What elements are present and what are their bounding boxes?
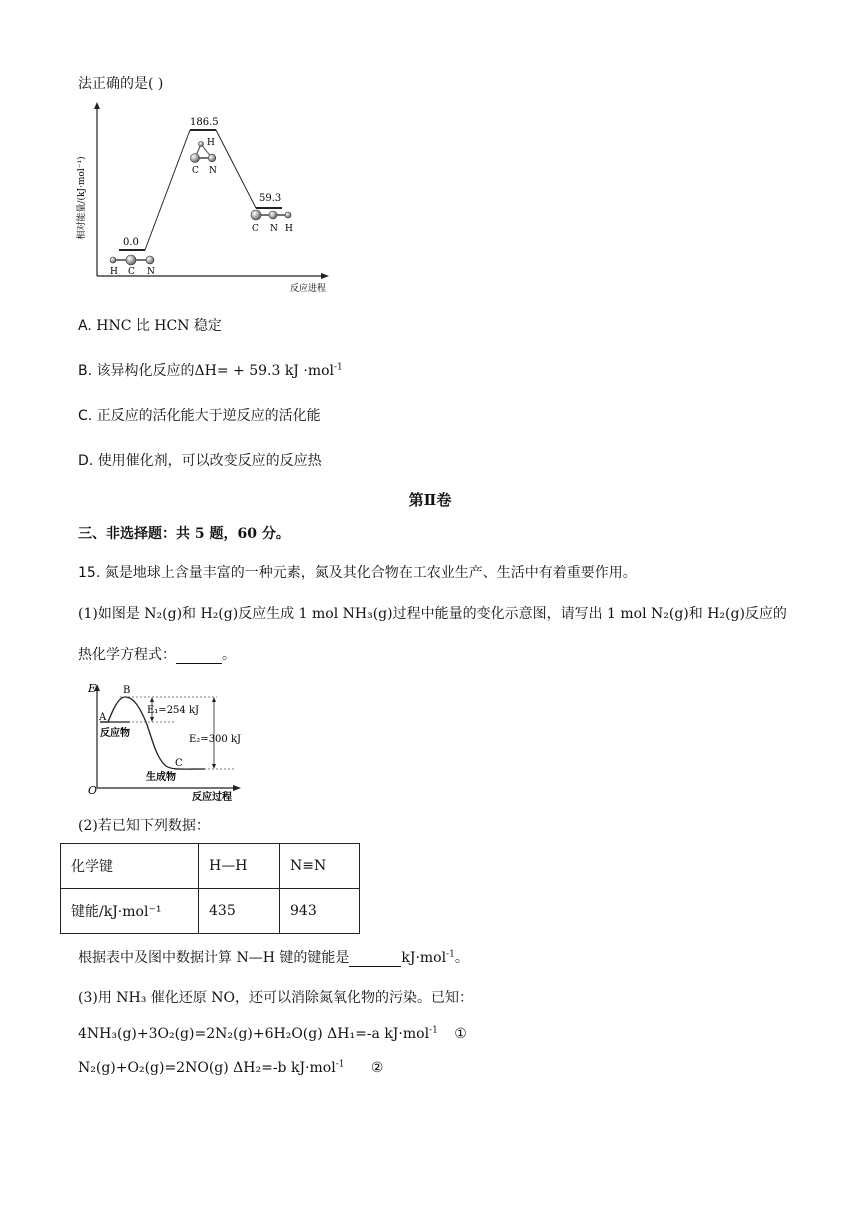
part1-line2 — [78, 646, 236, 664]
question-text: 氮是地球上含量丰富的一种元素，氮及其化合物在工农业生产、生活中有着重要作用。 — [104, 565, 637, 581]
unit: kJ·mol — [401, 950, 447, 966]
level-value-reactant: 0.0 — [123, 237, 139, 248]
option-letter: C. — [78, 408, 93, 424]
section-title: 第Ⅱ卷 — [408, 491, 452, 509]
option-d[interactable] — [78, 452, 322, 470]
atom-label: H — [110, 267, 118, 277]
part2-intro: (2)若已知下列数据： — [78, 818, 210, 834]
point-c-label: C — [175, 758, 183, 769]
x-axis-label: 反应过程 — [192, 792, 232, 803]
equation-tag: ② — [370, 1060, 384, 1076]
option-text: HNC 比 HCN 稳定 — [96, 318, 222, 334]
equation-1 — [78, 1025, 467, 1043]
equation-text: 4NH₃(g)+3O₂(g)=2N₂(g)+6H₂O(g) ΔH₁=-a kJ·mol — [78, 1026, 430, 1042]
atom-label: H — [207, 138, 215, 148]
answer-blank-1[interactable] — [176, 649, 222, 664]
arrow-head-icon — [150, 717, 154, 722]
superscript: -1 — [335, 1059, 345, 1070]
molecule-hcn-icon — [110, 255, 154, 265]
part1-line1: (1)如图是 N₂(g)和 H₂(g)反应生成 1 mol NH₃(g)过程中能量的变化示意图，请写出 1 mol N₂(g)和 H₂(g)反应的 — [78, 606, 787, 622]
option-letter: B. — [78, 363, 93, 379]
e2-label: E₂=300 kJ — [189, 734, 242, 745]
question-number: 15. — [78, 565, 101, 581]
x-axis-arrow-icon — [233, 785, 241, 791]
punctuation: 。 — [454, 950, 469, 966]
option-letter: D. — [78, 453, 94, 469]
section-heading: 三、非选择题：共 5 题，60 分。 — [78, 526, 290, 542]
atom-label: C — [128, 267, 135, 277]
superscript: -1 — [334, 362, 343, 373]
option-b[interactable] — [78, 362, 343, 380]
answer-blank-2[interactable] — [349, 952, 401, 967]
level-value-transition: 186.5 — [190, 117, 219, 128]
arrow-head-icon — [150, 697, 154, 702]
bond-energy-table — [60, 843, 360, 934]
atom-label: C — [192, 166, 199, 176]
y-axis-arrow-icon — [94, 102, 100, 109]
level-value-product: 59.3 — [259, 193, 282, 204]
table-cell: 943 — [280, 889, 360, 934]
energy-diagram-hcn — [75, 100, 340, 300]
question-stem-tail: 法正确的是( ) — [78, 76, 164, 92]
part2-prompt: 根据表中及图中数据计算 N—H 键的键能是 — [78, 950, 350, 966]
equation-2 — [78, 1059, 383, 1077]
table-cell: N≡N — [280, 844, 360, 889]
superscript: -1 — [446, 949, 455, 960]
table-cell: 键能/kJ·mol⁻¹ — [61, 889, 199, 934]
connector-down — [216, 130, 256, 208]
part1-prompt: 热化学方程式： — [78, 647, 176, 663]
origin-label: O — [88, 784, 98, 797]
part3-intro: (3)用 NH₃ 催化还原 NO，还可以消除氮氧化物的污染。已知： — [78, 990, 473, 1006]
part2-question — [78, 949, 469, 967]
point-b-label: B — [123, 685, 131, 696]
arrow-head-icon — [212, 697, 216, 702]
atom-label: C — [252, 224, 259, 234]
point-a-label: A — [99, 712, 107, 723]
option-text: 该异构化反应的ΔH= + 59.3 kJ ·mol — [96, 363, 334, 379]
atom-label: N — [270, 224, 278, 234]
table-header-row — [61, 844, 360, 889]
y-axis-label: E — [88, 682, 97, 695]
option-c[interactable] — [78, 407, 321, 425]
table-cell: 435 — [199, 889, 280, 934]
option-text: 使用催化剂，可以改变反应的反应热 — [97, 453, 322, 469]
option-letter: A. — [78, 318, 92, 334]
question-15-stem — [78, 564, 637, 582]
products-label: 生成物 — [146, 772, 176, 783]
equation-tag: ① — [454, 1026, 467, 1042]
x-axis-label: 反应进程 — [290, 284, 327, 294]
superscript: -1 — [429, 1025, 438, 1036]
option-a[interactable] — [78, 317, 222, 335]
atom-label: H — [285, 224, 293, 234]
punctuation: 。 — [222, 647, 236, 663]
table-cell: 化学键 — [61, 844, 199, 889]
atom-label: N — [147, 267, 155, 277]
equation-text: N₂(g)+O₂(g)=2NO(g) ΔH₂=-b kJ·mol — [78, 1060, 336, 1076]
molecule-cnh-icon — [251, 210, 291, 220]
atom-label: N — [209, 166, 217, 176]
x-axis-arrow-icon — [321, 273, 329, 279]
table-cell: H—H — [199, 844, 280, 889]
energy-diagram-nh3 — [80, 678, 250, 806]
reactants-label: 反应物 — [100, 728, 130, 739]
y-axis-label: 相对能量/(kJ·mol⁻¹) — [77, 156, 87, 240]
option-text: 正反应的活化能大于逆反应的活化能 — [96, 408, 321, 424]
table-row — [61, 889, 360, 934]
arrow-head-icon — [212, 764, 216, 769]
connector-up — [145, 130, 190, 250]
e1-label: E₁=254 kJ — [147, 705, 200, 716]
